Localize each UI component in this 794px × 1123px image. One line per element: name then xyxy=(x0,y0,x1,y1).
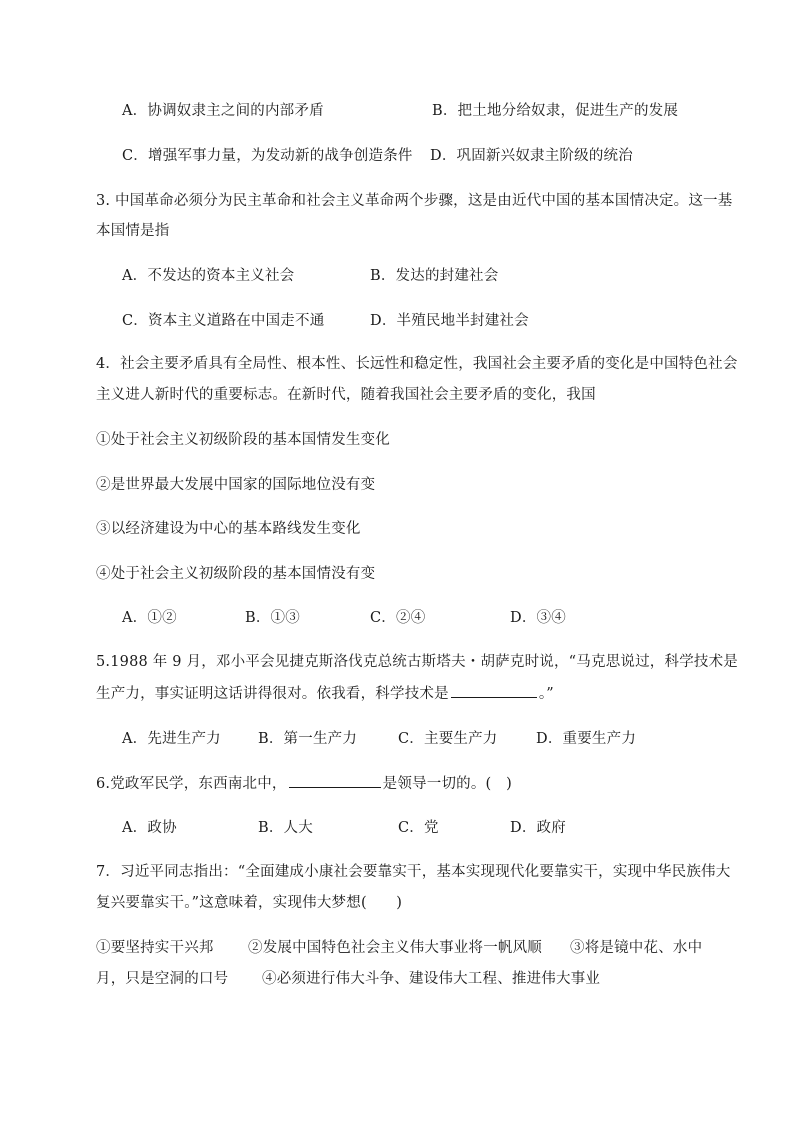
q6-option-b: B．人大 xyxy=(258,820,313,836)
q3-stem-line2: 本国情是指 xyxy=(96,223,170,239)
q2-option-c: C．增强军事力量，为发动新的战争创造条件 xyxy=(122,148,413,164)
q7-statement-3b: 月，只是空洞的口号 xyxy=(96,971,229,987)
q2-option-b: B．把土地分给奴隶，促进生产的发展 xyxy=(432,103,679,119)
q3-option-a: A．不发达的资本主义社会 xyxy=(122,268,295,284)
q6-answer-blank xyxy=(289,773,381,788)
q5-stem-line2 xyxy=(96,683,554,704)
q6-stem-before-blank: 6.党政军民学，东西南北中， xyxy=(96,776,287,792)
q5-option-b: B．第一生产力 xyxy=(258,731,358,747)
q6-option-c: C．党 xyxy=(398,820,439,836)
q5-option-a: A．先进生产力 xyxy=(122,731,221,747)
q2-option-a: A．协调奴隶主之间的内部矛盾 xyxy=(122,103,324,119)
q4-option-b: B．①③ xyxy=(245,610,300,626)
q6-option-a: A．政协 xyxy=(122,820,177,836)
q4-statement-2: ②是世界最大发展中国家的国际地位没有变 xyxy=(96,477,376,493)
q4-statement-3: ③以经济建设为中心的基本路线发生变化 xyxy=(96,521,361,537)
q3-option-c: C．资本主义道路在中国走不通 xyxy=(122,313,325,329)
q7-stem-line2: 复兴要靠实干。”这意味着，实现伟大梦想( ) xyxy=(96,895,403,911)
q6-option-d: D．政府 xyxy=(510,820,566,836)
q4-option-c: C．②④ xyxy=(370,610,426,626)
q4-option-a: A．①② xyxy=(122,610,177,626)
q5-option-d: D．重要生产力 xyxy=(536,731,637,747)
q4-statement-1: ①处于社会主义初级阶段的基本国情发生变化 xyxy=(96,432,390,448)
q5-stem-before-blank: 生产力，事实证明这话讲得很对。依我看，科学技术是 xyxy=(96,686,449,702)
q6-stem xyxy=(96,773,512,794)
q3-option-d: D．半殖民地半封建社会 xyxy=(370,313,529,329)
q3-stem-line1: 3. 中国革命必须分为民主革命和社会主义革命两个步骤，这是由近代中国的基本国情决定。这一基 xyxy=(96,193,733,209)
q5-stem-line1: 5.1988 年 9 月，邓小平会见捷克斯洛伐克总统古斯塔夫・胡萨克时说，“马克思说过，科学技术是 xyxy=(96,654,738,670)
q7-statement-4: ④必须进行伟大斗争、建设伟大工程、推进伟大事业 xyxy=(262,971,601,987)
q7-statement-3a: ③将是镜中花、水中 xyxy=(570,940,703,956)
q6-stem-after-blank: 是领导一切的。( ) xyxy=(382,776,512,792)
q3-option-b: B．发达的封建社会 xyxy=(370,268,499,284)
q5-option-c: C．主要生产力 xyxy=(398,731,498,747)
q4-option-d: D．③④ xyxy=(510,610,566,626)
q4-statement-4: ④处于社会主义初级阶段的基本国情没有变 xyxy=(96,566,376,582)
q5-stem-after-blank: 。” xyxy=(538,686,554,702)
q7-stem-line1: 7．习近平同志指出：“全面建成小康社会要靠实干，基本实现现代化要靠实干，实现中华民族伟大 xyxy=(96,864,731,880)
q7-statement-2: ②发展中国特色社会主义伟大事业将一帆风顺 xyxy=(248,940,542,956)
q5-answer-blank xyxy=(451,683,537,698)
q2-option-d: D．巩固新兴奴隶主阶级的统治 xyxy=(430,148,633,164)
q7-statement-1: ①要坚持实干兴邦 xyxy=(96,940,214,956)
q4-stem-line2: 主义进人新时代的重要标志。在新时代，随着我国社会主要矛盾的变化，我国 xyxy=(96,387,596,403)
q4-stem-line1: 4．社会主要矛盾具有全局性、根本性、长远性和稳定性，我国社会主要矛盾的变化是中国特色社会 xyxy=(96,356,738,372)
